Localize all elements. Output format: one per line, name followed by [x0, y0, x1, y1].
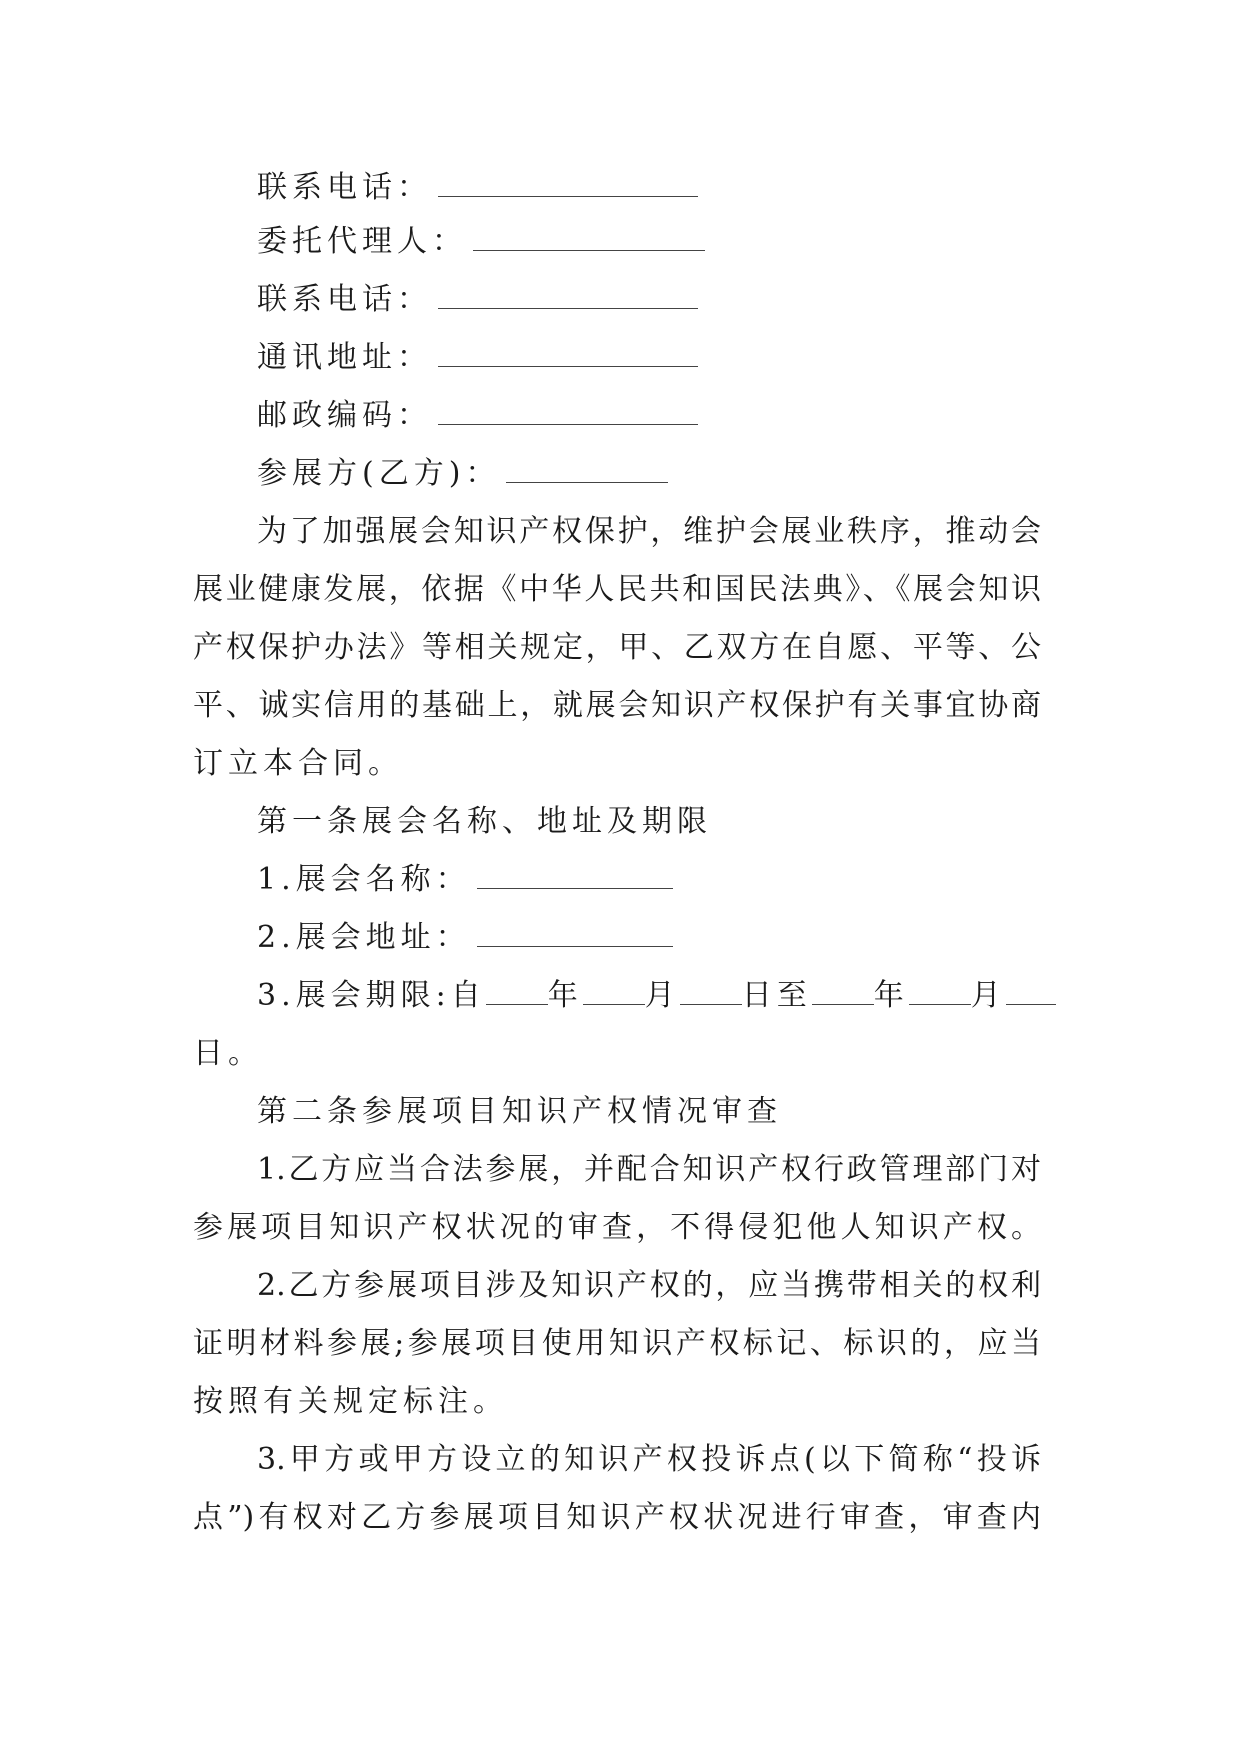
intro-line-3: 产权保护办法》等相关规定，甲、乙双方在自愿、平等、公	[193, 630, 1041, 665]
fill-blank	[486, 978, 548, 1005]
exhibition-period-field	[257, 976, 1056, 1016]
article2-p1-line-1: 1.乙方应当合法参展，并配合知识产权行政管理部门对	[257, 1152, 1041, 1187]
exhibitor-field	[257, 454, 668, 494]
article2-p3-line-2: 点”)有权对乙方参展项目知识产权状况进行审查，审查内	[193, 1500, 1041, 1535]
exhibition-name-field	[257, 860, 673, 900]
fill-blank	[438, 340, 698, 367]
fill-blank	[438, 398, 698, 425]
exhibition-period-label: 3.展会期限:自	[257, 978, 486, 1013]
exhibition-address-label: 2.展会地址：	[257, 920, 471, 955]
month-label-2: 月	[970, 978, 1006, 1013]
fill-blank	[909, 978, 971, 1005]
agent-label: 委托代理人：	[257, 224, 467, 259]
fill-blank	[477, 920, 673, 947]
article2-p2-line-1: 2.乙方参展项目涉及知识产权的，应当携带相关的权利	[257, 1268, 1041, 1303]
postal-code-field	[257, 396, 698, 436]
article2-p3-line-1: 3.甲方或甲方设立的知识产权投诉点(以下简称“投诉	[257, 1442, 1041, 1477]
intro-line-2: 展业健康发展，依据《中华人民共和国民法典》、《展会知识	[193, 572, 1041, 607]
article2-p2-line-2: 证明材料参展;参展项目使用知识产权标记、标识的，应当	[193, 1326, 1041, 1361]
article2-p2-line-3: 按照有关规定标注。	[193, 1384, 508, 1419]
fill-blank	[812, 978, 874, 1005]
exhibition-period-end: 日。	[193, 1036, 263, 1071]
fill-blank	[680, 978, 742, 1005]
fill-blank	[583, 978, 645, 1005]
exhibition-name-label: 1.展会名称：	[257, 862, 471, 897]
day-to-label: 日至	[741, 978, 812, 1013]
fill-blank	[438, 282, 698, 309]
month-label-1: 月	[644, 978, 680, 1013]
fill-blank	[477, 862, 673, 889]
fill-blank	[1006, 978, 1056, 1005]
fill-blank	[438, 170, 698, 197]
contact-phone-label-1: 联系电话：	[257, 170, 432, 205]
exhibitor-label: 参展方(乙方)：	[257, 456, 501, 491]
agent-field	[257, 222, 705, 262]
contact-phone-field-1	[257, 168, 698, 208]
intro-line-1: 为了加强展会知识产权保护，维护会展业秩序，推动会	[257, 514, 1041, 549]
intro-line-4: 平、诚实信用的基础上，就展会知识产权保护有关事宜协商	[193, 688, 1041, 723]
contact-phone-label-2: 联系电话：	[257, 282, 432, 317]
address-label: 通讯地址：	[257, 340, 432, 375]
article2-p1-line-2: 参展项目知识产权状况的审查，不得侵犯他人知识产权。	[193, 1210, 1041, 1245]
article1-heading: 第一条展会名称、地址及期限	[257, 804, 712, 839]
article2-heading: 第二条参展项目知识产权情况审查	[257, 1094, 782, 1129]
contact-phone-field-2	[257, 280, 698, 320]
year-label-1: 年	[547, 978, 583, 1013]
intro-line-5: 订立本合同。	[193, 746, 403, 781]
fill-blank	[506, 456, 668, 483]
fill-blank	[473, 224, 705, 251]
postal-code-label: 邮政编码：	[257, 398, 432, 433]
exhibition-address-field	[257, 918, 673, 958]
address-field	[257, 338, 698, 378]
year-label-2: 年	[873, 978, 909, 1013]
